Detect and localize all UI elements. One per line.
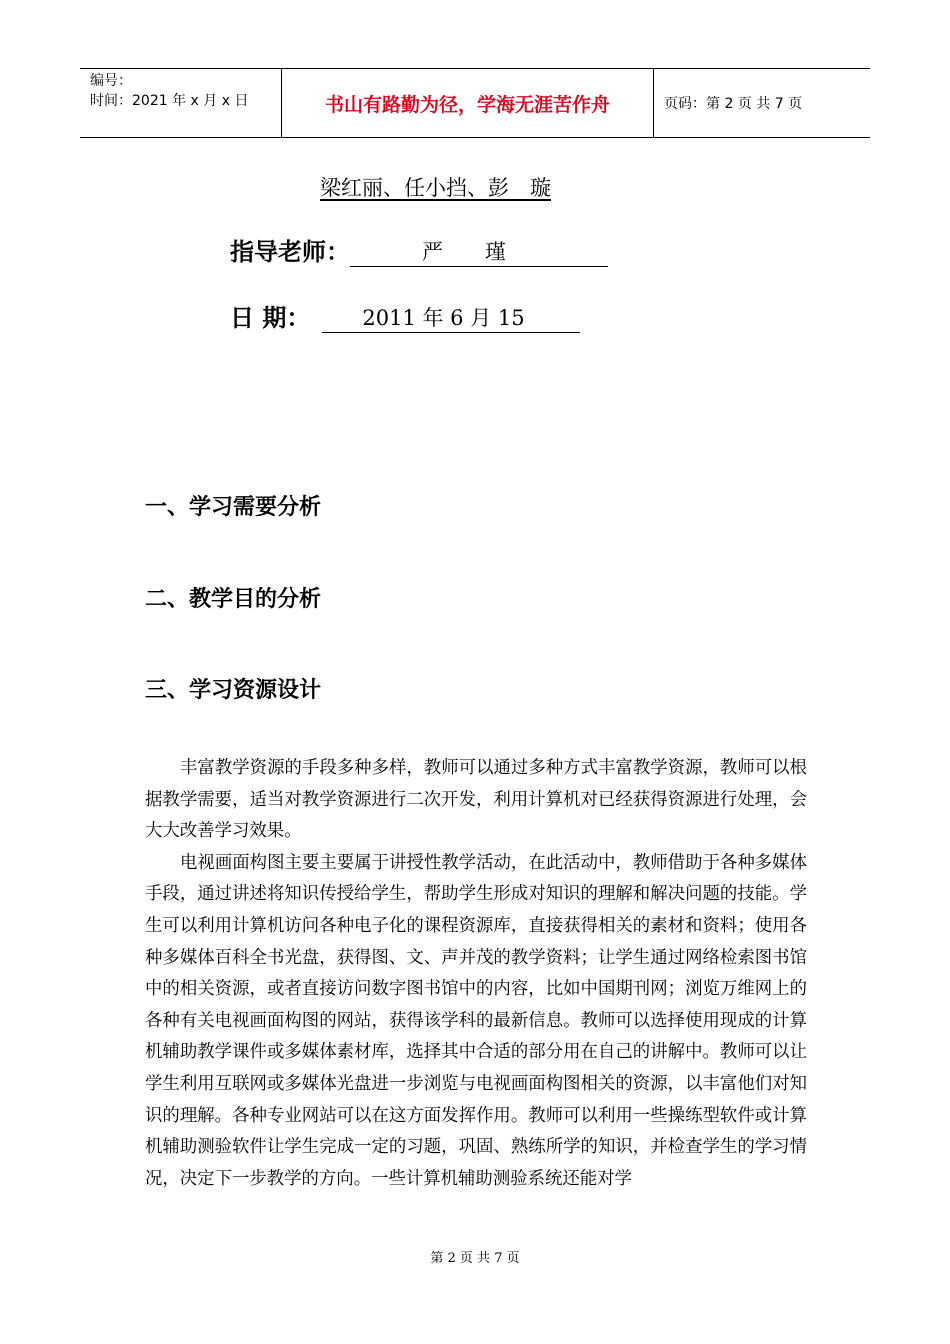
body-text	[145, 753, 807, 1195]
date-label: 日 期：	[230, 304, 311, 332]
date-row	[230, 298, 580, 333]
doc-time-line: 时间：2021 年 x 月 x 日	[90, 93, 249, 109]
date-value: 2011 年 6 月 15	[322, 305, 580, 333]
page-footer: 第 2 页 共 7 页	[430, 1251, 520, 1266]
advisor-row	[230, 232, 608, 267]
section-heading-2: 二、教学目的分析	[145, 587, 322, 612]
header-motto: 书山有路勤为径，学海无涯苦作舟	[281, 69, 654, 137]
header-page-code: 页码：第 2 页 共 7 页	[664, 96, 803, 112]
header-meta-cell	[80, 69, 281, 137]
page-header-table	[80, 68, 870, 138]
author-list: 梁红丽、任小挡、彭 璇	[320, 176, 551, 200]
advisor-name: 严 瑾	[350, 239, 608, 267]
advisor-label: 指导老师：	[230, 238, 350, 266]
paragraph-2: 电视画面构图主要主要属于讲授性教学活动，在此活动中，教师借助于各种多媒体手段，通过讲述将知识传授给学生，帮助学生形成对知识的理解和解决问题的技能。学生可以利用计算机访问各种电子化的课程资源库，直接获得相关的素材和资料；使用各种多媒体百科全书光盘，获得图、文、声并茂的教学资料；让学生通过网络检索图书馆中的相关资源，或者直接访问数字图书馆中的内容，比如中国期刊网；浏览万维网上的各种有关电视画面构图的网站，获得该学科的最新信息。教师可以选择使用现成的计算机辅助教学课件或多媒体素材库，选择其中合适的部分用在自己的讲解中。教师可以让学生利用互联网或多媒体光盘进一步浏览与电视画面构图相关的资源，以丰富他们对知识的理解。各种专业网站可以在这方面发挥作用。教师可以利用一些操练型软件或计算机辅助测验软件让学生完成一定的习题，巩固、熟练所学的知识，并检查学生的学习情况，决定下一步教学的方向。一些计算机辅助测验系统还能对学	[145, 852, 807, 1189]
section-heading-1: 一、学习需要分析	[145, 495, 322, 520]
doc-number-label: 编号：	[90, 73, 132, 89]
paragraph-1: 丰富教学资源的手段多种多样，教师可以通过多种方式丰富教学资源，教师可以根据教学需要，适当对教学资源进行二次开发，利用计算机对已经获得资源进行处理，会大大改善学习效果。	[145, 758, 807, 842]
section-heading-3: 三、学习资源设计	[145, 678, 322, 703]
